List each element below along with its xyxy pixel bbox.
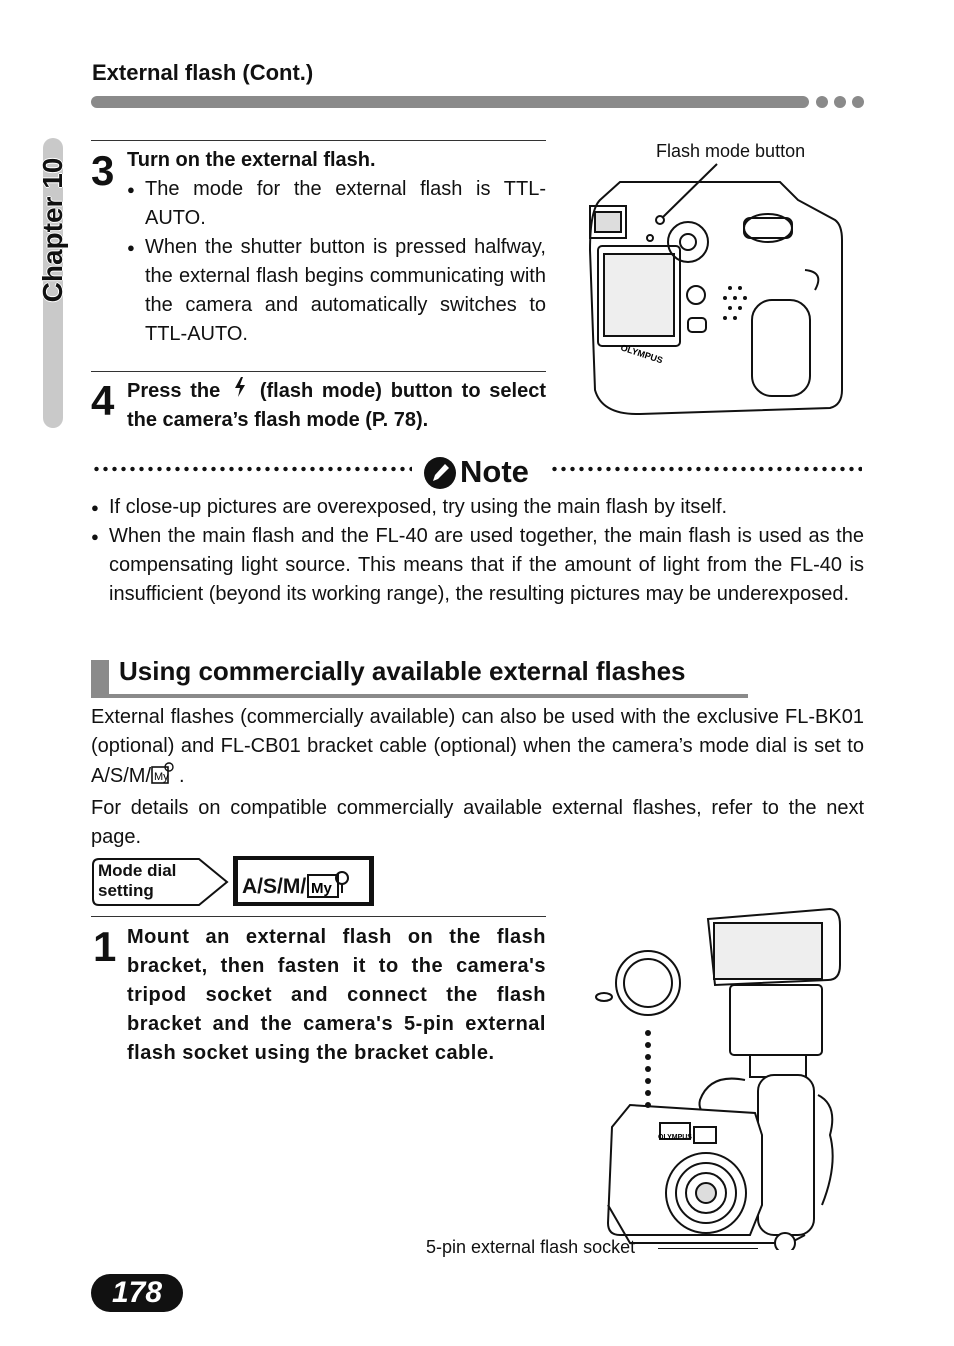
mode-dial-value: A/S/M/ My xyxy=(242,869,354,905)
svg-text:My: My xyxy=(311,880,333,897)
my-mode-icon xyxy=(306,869,354,905)
list-item: ● When the main flash and the FL-40 are used together, the main flash is used as the compensating light source. This means that if the amount of light from the FL-40 is insufficient (beyond its working range), the resulting pictures may be underexposed. xyxy=(91,522,864,609)
step-number: 4 xyxy=(91,377,115,424)
flash-icon xyxy=(229,377,251,406)
list-item: ● When the shutter button is pressed halfway, the external flash begins communicating with the camera and automatically switches to TTL-AUTO. xyxy=(127,233,546,349)
my-mode-icon xyxy=(151,761,175,794)
header-dot xyxy=(834,96,846,108)
brand-label: OLYMPUS xyxy=(619,342,665,366)
page-number: 178 xyxy=(111,1276,163,1309)
callout-line xyxy=(658,1248,758,1249)
running-header: External flash (Cont.) xyxy=(92,60,314,85)
external-flash-illustration xyxy=(590,905,850,1250)
step-3 xyxy=(127,146,546,349)
pencil-icon xyxy=(423,456,457,495)
section-body: External flashes (commercially available) can also be used with the exclusive FL-BK01 (optional) and FL-CB01 bracket cable (optional) when the camera’s mode dial is set to A/S/M/ My . For details on compatible commercially available external flashes, refer to the next page. xyxy=(91,703,864,852)
figure-caption: Flash mode button xyxy=(656,141,806,161)
paragraph: For details on compatible commercially available external flashes, refer to the next page. xyxy=(91,797,864,848)
section-marker xyxy=(91,660,109,698)
step-1: Mount an external flash on the flash bracket, then fasten it to the camera's tripod socket and connect the flash bracket and the camera's 5-pin external flash socket using the bracket cable. xyxy=(127,926,546,1064)
note-list xyxy=(91,493,864,609)
list-item: ● If close-up pictures are overexposed, try using the main flash by itself. xyxy=(91,493,864,522)
step-number: 1 xyxy=(93,923,117,970)
section-underline xyxy=(91,694,748,698)
svg-text:My: My xyxy=(154,771,169,783)
note-title: Note xyxy=(460,454,529,489)
paragraph: External flashes (commercially available) can also be used with the exclusive FL-BK01 (optional) and FL-CB01 bracket cable (optional) when the camera’s mode dial is set to A/S/M/ xyxy=(91,706,864,787)
step-divider xyxy=(91,916,546,917)
header-dot xyxy=(852,96,864,108)
header-bar xyxy=(91,96,809,108)
step-divider xyxy=(91,140,546,141)
step-text: (flash mode) button to select the camera’s flash mode (P. 78). xyxy=(127,380,547,431)
step-4 xyxy=(127,377,546,435)
mode-dial-label: Mode dial setting xyxy=(98,861,177,900)
figure-caption: 5-pin external flash socket xyxy=(426,1237,636,1257)
note-dotline xyxy=(92,466,412,472)
brand-label: OLYMPUS xyxy=(658,1134,692,1141)
header-dot xyxy=(816,96,828,108)
list-item: ● The mode for the external flash is TTL-AUTO. xyxy=(127,175,546,233)
step-number: 3 xyxy=(91,147,115,194)
note-dotline xyxy=(550,466,862,472)
section-title: Using commercially available external flashes xyxy=(119,656,686,686)
camera-back-illustration xyxy=(580,160,850,420)
step-text: Press the xyxy=(127,380,221,402)
step-title: Turn on the external flash. xyxy=(127,149,376,171)
step-divider xyxy=(91,371,546,372)
